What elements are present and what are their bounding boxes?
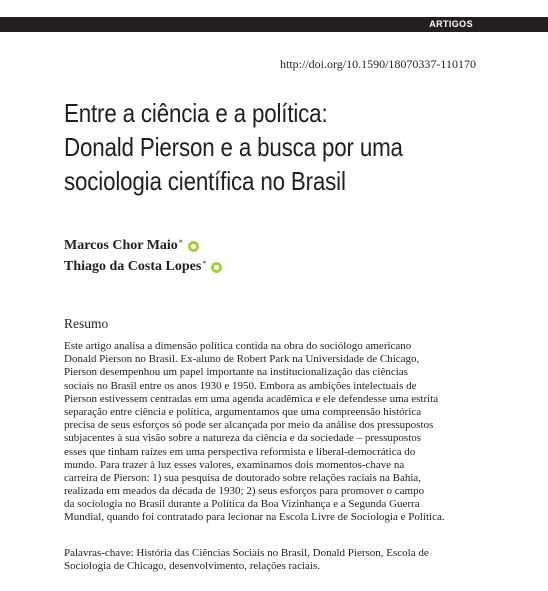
keywords-line: Sociologia de Chicago, desenvolvimento, relações raciais.: [64, 560, 320, 573]
abstract-line: Pierson desempenhou um papel importante na institucionalização das ciências: [64, 366, 408, 379]
article-title: [64, 96, 425, 198]
orcid-icon[interactable]: [188, 241, 199, 252]
abstract-line: sociais no Brasil entre os anos 1930 e 1950. Embora as ambições intelectuais de: [64, 379, 417, 392]
section-bar: [0, 17, 548, 32]
abstract-line: Este artigo analisa a dimensão política contida na obra do sociólogo americano: [64, 340, 412, 352]
author-2: [64, 259, 222, 275]
abstract-body: [64, 340, 474, 525]
abstract-line: precisa de seus esforços só pode ser alcançada por meio da análise dos pressupostos: [64, 419, 434, 432]
abstract-line: subjacentes à sua visão sobre a natureza da ciência e da sociedade – pressupostos: [64, 432, 422, 445]
abstract-line: carreira de Pierson: 1) sua pesquisa de doutorado sobre relações raciais na Bahia,: [64, 471, 422, 484]
keywords: [64, 547, 474, 573]
abstract-line: da sociologia no Brasil durante a Política da Boa Vizinhança e a Segunda Guerra: [64, 498, 420, 511]
author-name: Thiago da Costa Lopes: [64, 259, 202, 274]
title-line: sociologia científica no Brasil: [64, 166, 346, 196]
abstract-heading: Resumo: [64, 316, 109, 331]
author-footnote-mark: *: [178, 237, 183, 247]
abstract-line: realizada em meados da década de 1930; 2) seus esforços para promover o campo: [64, 485, 425, 498]
title-line: Entre a ciência e a política:: [64, 98, 328, 128]
doi-link[interactable]: http://doi.org/10.1590/18070337-110170: [279, 57, 476, 71]
title-line: Donald Pierson e a busca por uma: [64, 132, 403, 162]
abstract-line: Mundial, quando foi contratado para lecionar na Escola Livre de Sociologia e Política.: [64, 511, 445, 524]
abstract-line: separação entre ciência e política, argumentamos que uma compreensão histórica: [64, 405, 422, 418]
author-1: [64, 238, 199, 254]
section-label: ARTIGOS: [429, 19, 473, 29]
author-footnote-mark: *: [202, 258, 207, 268]
abstract-line: esses que tinham raízes em uma perspectiva reformista e liberal-democrática do: [64, 445, 416, 458]
orcid-icon[interactable]: [211, 262, 222, 273]
abstract-line: mundo. Para trazer à luz esses valores, examinamos dois momentos-chave na: [64, 458, 405, 471]
keywords-line: Palavras-chave: História das Ciências Sociais no Brasil, Donald Pierson, Escola de: [64, 547, 429, 559]
abstract-line: Pierson estivessem centradas em uma agenda acadêmica e ele defendesse uma estrita: [64, 392, 439, 405]
author-name: Marcos Chor Maio: [64, 238, 178, 253]
abstract-line: Donald Pierson no Brasil. Ex-aluno de Robert Park na Universidade de Chicago,: [64, 353, 420, 366]
